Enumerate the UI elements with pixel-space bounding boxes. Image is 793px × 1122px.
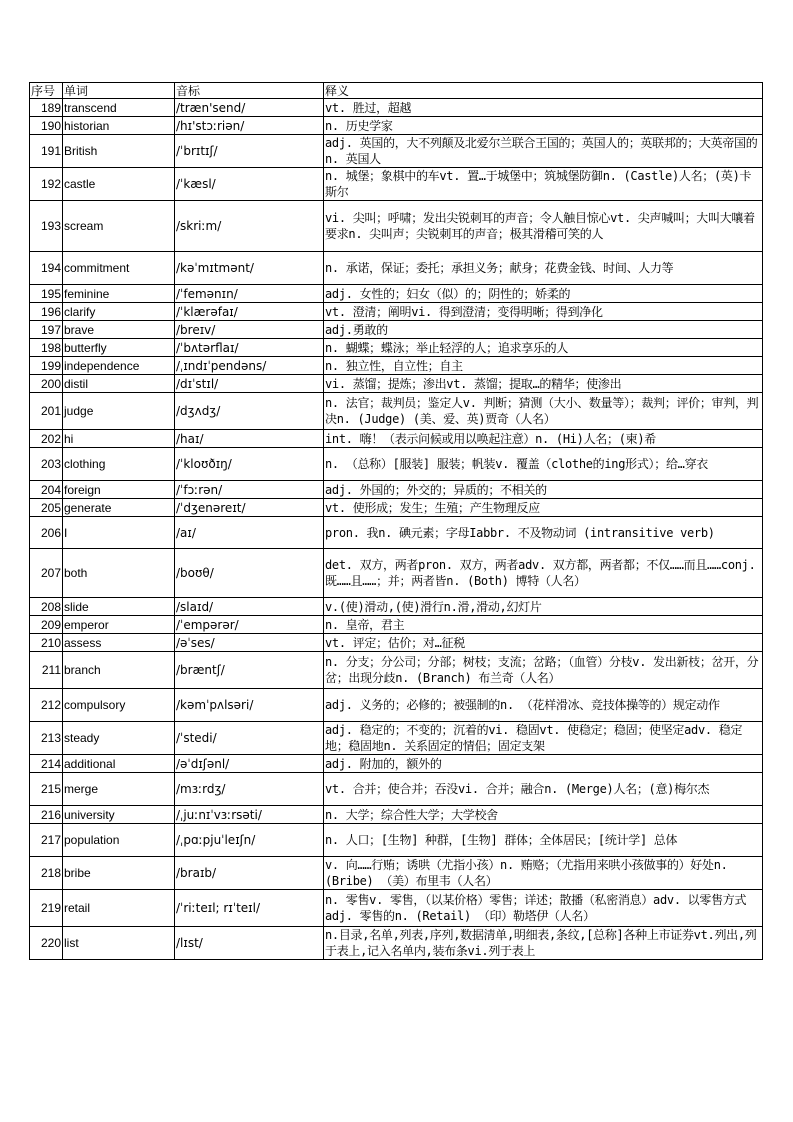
table-row (30, 135, 763, 168)
row-number: 195 (30, 285, 63, 303)
row-word: merge (63, 773, 175, 806)
row-definition (324, 99, 763, 117)
row-phonetic: /ˌjuːnɪˈvɜːrsəti/ (175, 806, 324, 824)
row-number: 203 (30, 448, 63, 481)
row-word: brave (63, 321, 175, 339)
row-phonetic: /kəˈmɪtmənt/ (175, 252, 324, 285)
row-definition (324, 375, 763, 393)
row-word: transcend (63, 99, 175, 117)
row-phonetic: /ˈklærəfaɪ/ (175, 303, 324, 321)
table-row (30, 652, 763, 689)
row-word: emperor (63, 616, 175, 634)
definition-text: adj. 外国的；外交的；异质的；不相关的 (325, 482, 547, 497)
table-row (30, 117, 763, 135)
row-word: judge (63, 393, 175, 430)
definition-text: adj. 女性的；妇女（似）的；阴性的；娇柔的 (325, 286, 571, 301)
row-number: 189 (30, 99, 63, 117)
row-number: 214 (30, 755, 63, 773)
row-word: generate (63, 499, 175, 517)
row-phonetic: /kəmˈpʌlsəri/ (175, 689, 324, 722)
row-definition (324, 722, 763, 755)
row-word: branch (63, 652, 175, 689)
row-number: 191 (30, 135, 63, 168)
row-definition (324, 857, 763, 890)
row-definition (324, 201, 763, 252)
row-number: 197 (30, 321, 63, 339)
definition-text: n. 大学；综合性大学；大学校舍 (325, 807, 498, 822)
row-definition (324, 517, 763, 549)
row-definition (324, 634, 763, 652)
table-row (30, 285, 763, 303)
definition-text: int. 嗨！（表示问候或用以唤起注意）n. (Hi)人名；(柬)希 (325, 431, 656, 446)
row-number: 209 (30, 616, 63, 634)
row-definition (324, 824, 763, 857)
table-row (30, 517, 763, 549)
row-definition (324, 806, 763, 824)
row-phonetic: /ˈfɔːrən/ (175, 481, 324, 499)
row-word: commitment (63, 252, 175, 285)
row-phonetic: /ˈkloʊðɪŋ/ (175, 448, 324, 481)
header-row (30, 83, 763, 99)
row-phonetic: /boʊθ/ (175, 549, 324, 598)
row-number: 219 (30, 890, 63, 927)
row-definition (324, 927, 763, 960)
row-number: 216 (30, 806, 63, 824)
definition-text: vt. 评定；估价；对…征税 (325, 635, 465, 650)
row-definition (324, 755, 763, 773)
table-row (30, 430, 763, 448)
row-phonetic: /əˈdɪʃənl/ (175, 755, 324, 773)
table-row (30, 481, 763, 499)
table-row (30, 722, 763, 755)
row-word: list (63, 927, 175, 960)
row-word: clarify (63, 303, 175, 321)
row-definition (324, 652, 763, 689)
table-row (30, 448, 763, 481)
table-row (30, 339, 763, 357)
header-phonetic: 音标 (175, 83, 324, 99)
row-definition (324, 339, 763, 357)
definition-text: adj. 附加的，额外的 (325, 756, 442, 771)
vocabulary-table (29, 82, 763, 960)
row-number: 211 (30, 652, 63, 689)
row-phonetic: /ˈempərər/ (175, 616, 324, 634)
row-phonetic: /ˈdʒenəreɪt/ (175, 499, 324, 517)
row-phonetic: /ˌɪndɪˈpendəns/ (175, 357, 324, 375)
table-row (30, 927, 763, 960)
row-number: 201 (30, 393, 63, 430)
row-number: 213 (30, 722, 63, 755)
table-row (30, 857, 763, 890)
row-word: retail (63, 890, 175, 927)
row-number: 202 (30, 430, 63, 448)
table-row (30, 201, 763, 252)
row-word: castle (63, 168, 175, 201)
row-phonetic: /dʒʌdʒ/ (175, 393, 324, 430)
row-number: 204 (30, 481, 63, 499)
row-word: foreign (63, 481, 175, 499)
definition-text: vt. 澄清；阐明vi. 得到澄清；变得明晰；得到净化 (325, 304, 603, 319)
row-word: both (63, 549, 175, 598)
row-phonetic: /slaɪd/ (175, 598, 324, 616)
definition-text: adj. 稳定的；不变的；沉着的vi. 稳固vt. 使稳定；稳固；使坚定adv. 稳定地；稳固地n. 关系固定的情侣；固定支架 (325, 723, 743, 753)
row-word: feminine (63, 285, 175, 303)
row-word: university (63, 806, 175, 824)
row-number: 190 (30, 117, 63, 135)
row-phonetic: /træn'send/ (175, 99, 324, 117)
row-number: 206 (30, 517, 63, 549)
header-number: 序号 (30, 83, 63, 99)
header-definition: 释义 (324, 83, 763, 99)
row-definition (324, 285, 763, 303)
row-number: 194 (30, 252, 63, 285)
row-definition (324, 135, 763, 168)
row-definition (324, 890, 763, 927)
row-word: historian (63, 117, 175, 135)
table-row (30, 806, 763, 824)
definition-text: v.(使)滑动,(使)滑行n.滑,滑动,幻灯片 (325, 599, 542, 614)
definition-text: n. 蝴蝶；蝶泳；举止轻浮的人；追求享乐的人 (325, 340, 569, 355)
row-phonetic: /əˈses/ (175, 634, 324, 652)
table-row (30, 321, 763, 339)
header-word: 单词 (63, 83, 175, 99)
row-phonetic: /ˈbrɪtɪʃ/ (175, 135, 324, 168)
table-row (30, 252, 763, 285)
row-word: assess (63, 634, 175, 652)
row-phonetic: /lɪst/ (175, 927, 324, 960)
row-word: population (63, 824, 175, 857)
table-row (30, 824, 763, 857)
definition-text: n. 历史学家 (325, 118, 393, 133)
row-definition (324, 481, 763, 499)
definition-text: n. 承诺，保证；委托；承担义务；献身；花费金钱、时间、人力等 (325, 261, 674, 275)
table-row (30, 393, 763, 430)
row-definition (324, 117, 763, 135)
row-word: hi (63, 430, 175, 448)
row-definition (324, 598, 763, 616)
row-word: independence (63, 357, 175, 375)
row-word: butterfly (63, 339, 175, 357)
row-phonetic: /braɪb/ (175, 857, 324, 890)
table-row (30, 499, 763, 517)
definition-text: n. 分支；分公司；分部；树枝；支流；岔路；（血管）分枝v. 发出新枝；岔开，分岔；出现分歧n. (Branch) 布兰奇（人名） (325, 655, 759, 685)
definition-text: n. （总称）[服装] 服装；帆装v. 覆盖（clothe的ing形式）；给…穿衣 (325, 457, 708, 471)
definition-text: adj.勇敢的 (325, 322, 388, 337)
table-row (30, 689, 763, 722)
row-word: slide (63, 598, 175, 616)
definition-text: vi. 蒸馏；提炼；渗出vt. 蒸馏；提取…的精华；使渗出 (325, 376, 622, 391)
row-word: I (63, 517, 175, 549)
row-definition (324, 168, 763, 201)
row-definition (324, 448, 763, 481)
definition-text: vt. 合并；使合并；吞没vi. 合并；融合n. (Merge)人名；(意)梅尔杰 (325, 782, 710, 796)
row-definition (324, 689, 763, 722)
table-row (30, 549, 763, 598)
row-phonetic: /ˈbʌtərflaɪ/ (175, 339, 324, 357)
definition-text: vt. 胜过，超越 (325, 100, 412, 115)
row-definition (324, 499, 763, 517)
row-number: 218 (30, 857, 63, 890)
row-number: 200 (30, 375, 63, 393)
row-word: distil (63, 375, 175, 393)
row-number: 208 (30, 598, 63, 616)
row-number: 196 (30, 303, 63, 321)
row-number: 215 (30, 773, 63, 806)
row-definition (324, 773, 763, 806)
table-row (30, 168, 763, 201)
definition-text: n. 独立性，自立性；自主 (325, 358, 463, 373)
definition-text: vi. 尖叫；呼啸；发出尖锐刺耳的声音；令人触目惊心vt. 尖声喊叫；大叫大嚷着要求n. 尖叫声；尖锐刺耳的声音；极其滑稽可笑的人 (325, 211, 755, 241)
row-number: 205 (30, 499, 63, 517)
row-number: 220 (30, 927, 63, 960)
row-phonetic: /ˈkæsl/ (175, 168, 324, 201)
row-word: British (63, 135, 175, 168)
row-definition (324, 430, 763, 448)
row-phonetic: /skriːm/ (175, 201, 324, 252)
row-phonetic: /mɜːrdʒ/ (175, 773, 324, 806)
row-phonetic: /dɪˈstɪl/ (175, 375, 324, 393)
row-number: 192 (30, 168, 63, 201)
row-phonetic: /aɪ/ (175, 517, 324, 549)
row-phonetic: /ˈfemənɪn/ (175, 285, 324, 303)
row-definition (324, 393, 763, 430)
row-phonetic: /bræntʃ/ (175, 652, 324, 689)
row-number: 198 (30, 339, 63, 357)
row-definition (324, 303, 763, 321)
row-definition (324, 549, 763, 598)
row-word: additional (63, 755, 175, 773)
row-word: scream (63, 201, 175, 252)
definition-text: vt. 使形成；发生；生殖；产生物理反应 (325, 500, 540, 515)
table-row (30, 303, 763, 321)
table-row (30, 357, 763, 375)
row-number: 212 (30, 689, 63, 722)
definition-text: pron. 我n. 碘元素；字母Iabbr. 不及物动词 (intransitive verb) (325, 525, 715, 540)
row-phonetic: /ˌpɑːpjuˈleɪʃn/ (175, 824, 324, 857)
row-definition (324, 252, 763, 285)
table-row (30, 634, 763, 652)
definition-text: n. 人口；[生物] 种群，[生物] 群体；全体居民；[统计学] 总体 (325, 833, 678, 847)
row-phonetic: /haɪ/ (175, 430, 324, 448)
table-row (30, 375, 763, 393)
definition-text: v. 向……行贿；诱哄（尤指小孩）n. 贿赂；（尤指用来哄小孩做事的）好处n. (Bribe) （美）布里韦（人名） (325, 858, 728, 888)
table-row (30, 773, 763, 806)
row-phonetic: /ˈstedi/ (175, 722, 324, 755)
table-row (30, 99, 763, 117)
row-number: 207 (30, 549, 63, 598)
definition-text: n. 法官；裁判员；鉴定人v. 判断；猜测（大小、数量等）；裁判；评价；审判，判决n. (Judge) (美、爱、英)贾奇（人名） (325, 396, 759, 426)
definition-text: det. 双方，两者pron. 双方，两者adv. 双方都，两者都；不仅……而且……conj. 既……且……；并；两者皆n. (Both) 博特（人名） (325, 558, 756, 588)
definition-text: adj. 英国的，大不列颠及北爱尔兰联合王国的；英国人的；英联邦的；大英帝国的n. 英国人 (325, 136, 758, 166)
row-phonetic: /hɪ'stɔːriən/ (175, 117, 324, 135)
row-number: 193 (30, 201, 63, 252)
row-number: 199 (30, 357, 63, 375)
definition-text: n. 零售v. 零售，（以某价格）零售；详述；散播（私密消息）adv. 以零售方式adj. 零售的n. (Retail) （印）勒塔伊（人名） (325, 893, 747, 923)
definition-text: n. 城堡；象棋中的车vt. 置…于城堡中；筑城堡防御n. (Castle)人名；(英)卡斯尔 (325, 169, 752, 199)
definition-text: n. 皇帝，君主 (325, 617, 405, 632)
table-row (30, 598, 763, 616)
row-definition (324, 616, 763, 634)
row-definition (324, 357, 763, 375)
table-row (30, 755, 763, 773)
row-definition (324, 321, 763, 339)
row-number: 217 (30, 824, 63, 857)
row-number: 210 (30, 634, 63, 652)
row-word: clothing (63, 448, 175, 481)
table-row (30, 616, 763, 634)
row-word: steady (63, 722, 175, 755)
table-row (30, 890, 763, 927)
row-phonetic: /breɪv/ (175, 321, 324, 339)
definition-text: n.目录,名单,列表,序列,数据清单,明细表,条纹,[总称]各种上市证券vt.列出,列于表上,记入名单内,装布条vi.列于表上 (325, 928, 757, 958)
row-word: bribe (63, 857, 175, 890)
row-phonetic: /ˈriːteɪl; rɪˈteɪl/ (175, 890, 324, 927)
row-word: compulsory (63, 689, 175, 722)
definition-text: adj. 义务的；必修的；被强制的n. （花样滑冰、竞技体操等的）规定动作 (325, 698, 720, 712)
